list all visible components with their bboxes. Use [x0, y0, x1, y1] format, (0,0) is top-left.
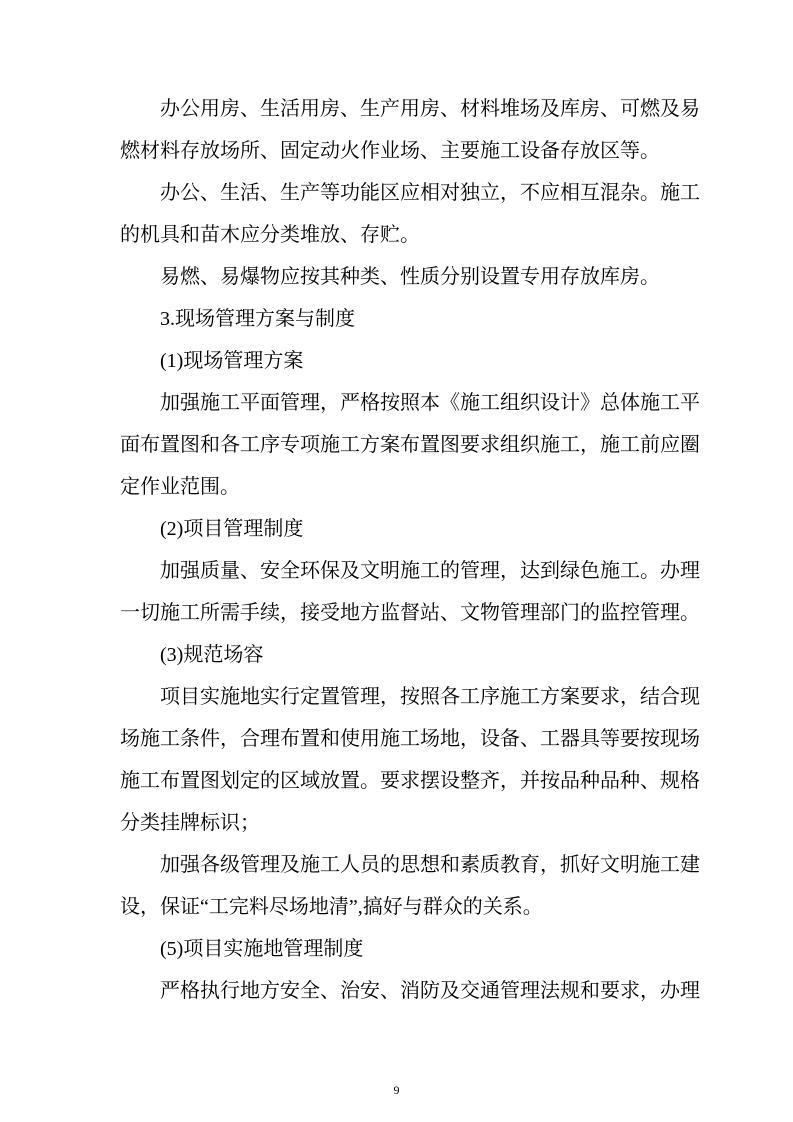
text-line: 3.现场管理方案与制度: [160, 308, 355, 330]
paragraph: [120, 970, 700, 1012]
text-line: (1)现场管理方案: [160, 350, 304, 372]
text-line: 加强质量、安全环保及文明施工的管理，达到绿色施工。办理: [160, 560, 700, 582]
text-line: 场施工条件，合理布置和使用施工场地，设备、工器具等要按现场: [120, 728, 700, 750]
paragraph: [120, 88, 700, 172]
paragraph: [120, 382, 700, 508]
paragraph: [120, 928, 660, 970]
paragraph: [120, 550, 700, 634]
text-line: 项目实施地实行定置管理，按照各工序施工方案要求，结合现: [160, 686, 700, 708]
page-number: 9: [393, 1083, 400, 1097]
text-line: 设，保证“工完料尽场地清”,搞好与群众的关系。: [120, 896, 543, 918]
text-line: 分类挂牌标识；: [120, 812, 260, 834]
document-body: [120, 88, 700, 1012]
text-line: 加强各级管理及施工人员的思想和素质教育，抓好文明施工建: [160, 854, 700, 876]
text-line: (2)项目管理制度: [160, 518, 304, 540]
text-line: 燃材料存放场所、固定动火作业场、主要施工设备存放区等。: [120, 140, 660, 162]
text-line: 的机具和苗木应分类堆放、存贮。: [120, 224, 420, 246]
paragraph: [120, 844, 700, 928]
paragraph: [120, 634, 660, 676]
text-line: 严格执行地方安全、治安、消防及交通管理法规和要求，办理: [160, 980, 700, 1002]
text-line: 定作业范围。: [120, 476, 240, 498]
paragraph: [120, 298, 660, 340]
paragraph: [120, 172, 700, 256]
text-line: 面布置图和各工序专项施工方案布置图要求组织施工，施工前应圈: [120, 434, 700, 456]
text-line: 一切施工所需手续，接受地方监督站、文物管理部门的监控管理。: [120, 602, 700, 624]
text-line: 办公用房、生活用房、生产用房、材料堆场及库房、可燃及易: [160, 98, 700, 120]
paragraph: [120, 256, 660, 298]
paragraph: [120, 340, 660, 382]
text-line: 加强施工平面管理，严格按照本《施工组织设计》总体施工平: [160, 392, 700, 414]
paragraph: [120, 676, 700, 844]
text-line: 施工布置图划定的区域放置。要求摆设整齐，并按品种品种、规格: [120, 770, 700, 792]
text-line: 易燃、易爆物应按其种类、性质分别设置专用存放库房。: [160, 266, 660, 288]
text-line: (5)项目实施地管理制度: [160, 938, 364, 960]
text-line: (3)规范场容: [160, 644, 264, 666]
paragraph: [120, 508, 660, 550]
text-line: 办公、生活、生产等功能区应相对独立，不应相互混杂。施工: [160, 182, 700, 204]
